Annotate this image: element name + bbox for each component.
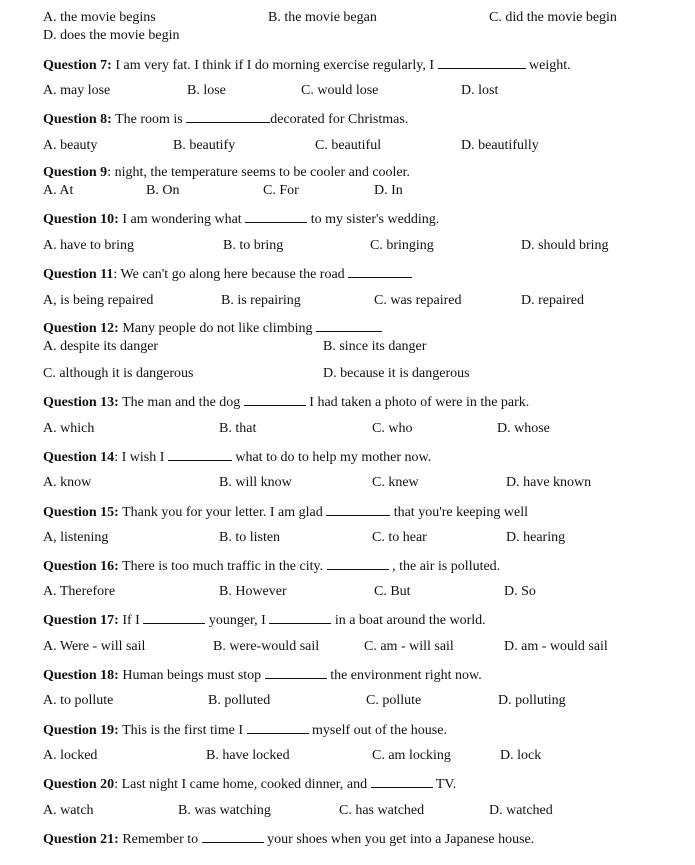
q11-option-a[interactable]: A, is being repaired — [43, 293, 154, 308]
question-label: Question 20 — [43, 777, 115, 792]
q20-option-c[interactable]: C. has watched — [339, 803, 425, 818]
q10-option-a[interactable]: A. have to bring — [43, 238, 134, 253]
q16-option-c[interactable]: C. But — [374, 584, 411, 599]
question-9-stem: Question 9: night, the temperature seems to be cooler and cooler. — [43, 165, 411, 180]
answer-blank — [143, 611, 205, 624]
q12-option-d[interactable]: D. because it is dangerous — [323, 366, 470, 381]
q14-option-d[interactable]: D. have known — [506, 475, 592, 490]
q15-option-c[interactable]: C. to hear — [372, 530, 427, 545]
q17-option-d[interactable]: D. am - would sail — [504, 639, 608, 654]
question-13-stem: Question 13: The man and the dog I had taken a photo of were in the park. — [43, 395, 530, 410]
q9-option-c[interactable]: C. For — [263, 183, 299, 198]
question-17-stem: Question 17: If I younger, I in a boat around the world. — [43, 613, 486, 628]
q10-option-d[interactable]: D. should bring — [521, 238, 609, 253]
answer-blank — [269, 611, 331, 624]
question-label: Question 21: — [43, 832, 119, 847]
question-label: Question 13: — [43, 395, 119, 410]
question-label: Question 18: — [43, 668, 119, 683]
q17-option-a[interactable]: A. Were - will sail — [43, 639, 146, 654]
q18-option-a[interactable]: A. to pollute — [43, 693, 114, 708]
answer-blank — [326, 503, 390, 516]
q8-option-b[interactable]: B. beautify — [173, 138, 236, 153]
q11-option-d[interactable]: D. repaired — [521, 293, 584, 308]
q13-option-c[interactable]: C. who — [372, 421, 413, 436]
q6-option-a[interactable]: A. the movie begins — [43, 10, 156, 25]
question-label: Question 7: — [43, 58, 112, 73]
q7-option-d[interactable]: D. lost — [461, 83, 499, 98]
q14-option-c[interactable]: C. knew — [372, 475, 419, 490]
q15-option-a[interactable]: A, listening — [43, 530, 109, 545]
q9-option-a[interactable]: A. At — [43, 183, 74, 198]
q6-option-d[interactable]: D. does the movie begin — [43, 28, 180, 43]
answer-blank — [244, 393, 306, 406]
question-label: Question 15: — [43, 505, 119, 520]
q20-option-b[interactable]: B. was watching — [178, 803, 271, 818]
answer-blank — [348, 265, 412, 278]
question-19-stem: Question 19: This is the first time I myself out of the house. — [43, 723, 447, 738]
answer-blank — [327, 557, 389, 570]
q11-option-b[interactable]: B. is repairing — [221, 293, 301, 308]
answer-blank — [202, 830, 264, 843]
answer-blank — [265, 666, 327, 679]
answer-blank — [438, 56, 526, 69]
q19-option-b[interactable]: B. have locked — [206, 748, 290, 763]
question-18-stem: Question 18: Human beings must stop the environment right now. — [43, 668, 482, 683]
q7-option-b[interactable]: B. lose — [187, 83, 226, 98]
q8-option-a[interactable]: A. beauty — [43, 138, 98, 153]
question-7-stem: Question 7: I am very fat. I think if I do morning exercise regularly, I weight. — [43, 58, 571, 73]
q20-option-d[interactable]: D. watched — [489, 803, 553, 818]
question-label: Question 14 — [43, 450, 115, 465]
question-label: Question 8: — [43, 112, 112, 127]
question-14-stem: Question 14: I wish I what to do to help my mother now. — [43, 450, 432, 465]
question-label: Question 10: — [43, 212, 119, 227]
question-10-stem: Question 10: I am wondering what to my sister's wedding. — [43, 212, 440, 227]
q9-option-d[interactable]: D. In — [374, 183, 403, 198]
question-label: Question 19: — [43, 723, 119, 738]
q12-option-c[interactable]: C. although it is dangerous — [43, 366, 194, 381]
q18-option-c[interactable]: C. pollute — [366, 693, 422, 708]
q13-option-a[interactable]: A. which — [43, 421, 95, 436]
question-label: Question 11 — [43, 267, 114, 282]
q13-option-b[interactable]: B. that — [219, 421, 257, 436]
question-label: Question 16: — [43, 559, 119, 574]
q15-option-b[interactable]: B. to listen — [219, 530, 281, 545]
q19-option-d[interactable]: D. lock — [500, 748, 542, 763]
q14-option-b[interactable]: B. will know — [219, 475, 292, 490]
question-11-stem: Question 11: We can't go along here because the road — [43, 265, 412, 283]
answer-blank — [247, 721, 309, 734]
q19-option-c[interactable]: C. am locking — [372, 748, 451, 763]
q20-option-a[interactable]: A. watch — [43, 803, 94, 818]
q17-option-b[interactable]: B. were-would sail — [213, 639, 320, 654]
q8-option-c[interactable]: C. beautiful — [315, 138, 382, 153]
q7-option-a[interactable]: A. may lose — [43, 83, 111, 98]
answer-blank — [316, 319, 382, 332]
question-16-stem: Question 16: There is too much traffic in the city. , the air is polluted. — [43, 559, 501, 574]
q8-option-d[interactable]: D. beautifully — [461, 138, 539, 153]
q7-option-c[interactable]: C. would lose — [301, 83, 379, 98]
q17-option-c[interactable]: C. am - will sail — [364, 639, 454, 654]
q19-option-a[interactable]: A. locked — [43, 748, 98, 763]
q12-option-a[interactable]: A. despite its danger — [43, 339, 159, 354]
question-12-stem: Question 12: Many people do not like climbing — [43, 319, 382, 337]
answer-blank — [186, 110, 270, 123]
q14-option-a[interactable]: A. know — [43, 475, 92, 490]
q12-option-b[interactable]: B. since its danger — [323, 339, 427, 354]
question-label: Question 9 — [43, 165, 108, 180]
q6-option-b[interactable]: B. the movie began — [268, 10, 377, 25]
q16-option-d[interactable]: D. So — [504, 584, 536, 599]
q9-option-b[interactable]: B. On — [146, 183, 180, 198]
question-8-stem: Question 8: The room is decorated for Christmas. — [43, 112, 409, 127]
answer-blank — [245, 210, 307, 223]
q16-option-a[interactable]: A. Therefore — [43, 584, 116, 599]
question-label: Question 17: — [43, 613, 119, 628]
question-21-stem: Question 21: Remember to your shoes when you get into a Japanese house. — [43, 832, 535, 847]
q6-option-c[interactable]: C. did the movie begin — [489, 10, 617, 25]
q15-option-d[interactable]: D. hearing — [506, 530, 566, 545]
q16-option-b[interactable]: B. However — [219, 584, 287, 599]
question-15-stem: Question 15: Thank you for your letter. I am glad that you're keeping well — [43, 505, 529, 520]
q10-option-b[interactable]: B. to bring — [223, 238, 284, 253]
q18-option-b[interactable]: B. polluted — [208, 693, 271, 708]
q10-option-c[interactable]: C. bringing — [370, 238, 434, 253]
q18-option-d[interactable]: D. polluting — [498, 693, 566, 708]
answer-blank — [371, 775, 433, 788]
question-label: Question 12: — [43, 321, 119, 336]
answer-blank — [168, 448, 232, 461]
question-20-stem: Question 20: Last night I came home, cooked dinner, and TV. — [43, 777, 457, 792]
q11-option-c[interactable]: C. was repaired — [374, 293, 462, 308]
q13-option-d[interactable]: D. whose — [497, 421, 550, 436]
